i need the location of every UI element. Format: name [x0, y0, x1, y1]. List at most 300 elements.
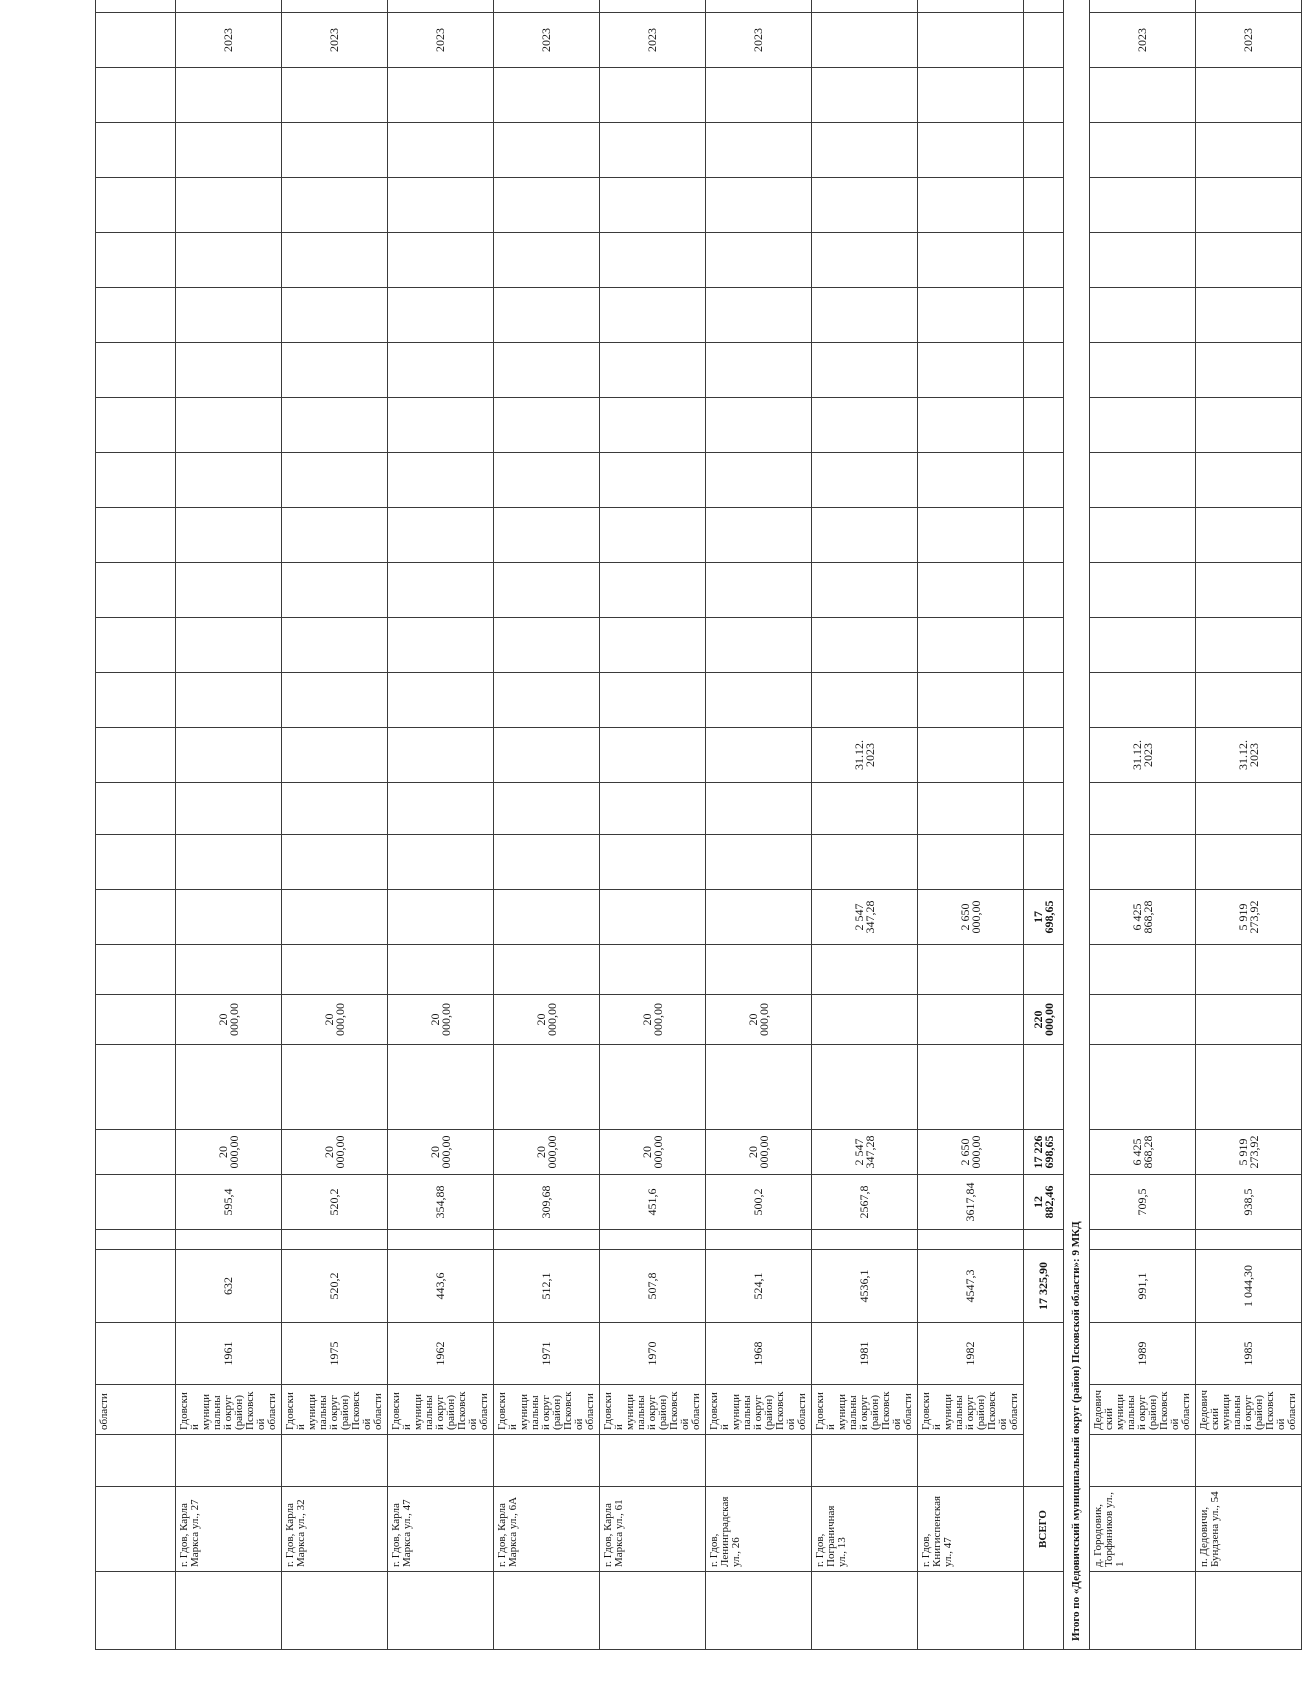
cell-blank	[706, 178, 812, 233]
cell-cost: 2 547 347,28	[812, 1130, 918, 1175]
cell-blank	[1090, 398, 1196, 453]
cell-deadline	[96, 728, 176, 783]
cell-year: 1985	[1196, 1323, 1302, 1385]
cell-blank	[706, 123, 812, 178]
cell-municipality-header-blank	[1196, 1572, 1302, 1650]
cell-blank	[96, 398, 176, 453]
cell-address: г. Гдов, Карла Маркса ул., 27	[176, 1487, 282, 1572]
cell-blank	[1090, 1045, 1196, 1130]
cell-cost: 20 000,00	[176, 1130, 282, 1175]
cell-blank	[600, 1435, 706, 1487]
cell-address	[96, 1487, 176, 1572]
cell-blank	[600, 673, 706, 728]
cell-municipality: Дедовичский муниципальны й округ (район) Псковской области	[1196, 1385, 1302, 1435]
cell-blank	[706, 288, 812, 343]
cell-blank	[1196, 618, 1302, 673]
cell-blank	[494, 68, 600, 123]
cell-blank	[918, 783, 1024, 835]
cell-blank	[388, 123, 494, 178]
cell-blank	[918, 835, 1024, 890]
cell-blank	[706, 1435, 812, 1487]
cell-blank	[388, 508, 494, 563]
cell-blank	[1024, 453, 1064, 508]
cell-blank	[706, 945, 812, 995]
cell-blank	[1090, 835, 1196, 890]
cell-living-area	[96, 1175, 176, 1230]
table-row	[494, 0, 600, 1650]
cell-blank	[282, 563, 388, 618]
cell-blank	[282, 288, 388, 343]
cell-blank	[1024, 288, 1064, 343]
cell-address: г. Гдов, Ленинградская ул., 26	[706, 1487, 812, 1572]
cell-blank	[176, 178, 282, 233]
cell-year-2	[176, 0, 282, 13]
cell-blank	[494, 508, 600, 563]
cell-year-2	[918, 0, 1024, 13]
cell-year: 1970	[600, 1323, 706, 1385]
cell-blank	[96, 673, 176, 728]
cell-blank	[812, 123, 918, 178]
cell-blank	[282, 945, 388, 995]
cell-deadline	[706, 728, 812, 783]
cell-blank	[918, 563, 1024, 618]
cell-blank	[388, 835, 494, 890]
cell-blank	[96, 68, 176, 123]
cell-municipality: Гдовский муниципальны й округ (район) Псковской области	[812, 1385, 918, 1435]
cell-blank	[494, 618, 600, 673]
cell-area	[96, 1250, 176, 1323]
table-row	[282, 0, 388, 1650]
cell-cost: 20 000,00	[388, 1130, 494, 1175]
cell-blank	[388, 398, 494, 453]
cell-blank	[812, 835, 918, 890]
cell-deadline: 31.12. 2023	[1196, 728, 1302, 783]
cell-year-1: 2023	[1090, 13, 1196, 68]
cell-source-2	[96, 890, 176, 945]
cell-blank	[96, 835, 176, 890]
cell-address: г. Гдов, Пограничная ул., 13	[812, 1487, 918, 1572]
cell-source-1: 20 000,00	[494, 995, 600, 1045]
subtotal-row	[1064, 0, 1090, 1650]
cell-blank	[918, 233, 1024, 288]
cell-blank	[388, 233, 494, 288]
cell-blank	[494, 123, 600, 178]
cell-blank	[1090, 1435, 1196, 1487]
cell-year: 1962	[388, 1323, 494, 1385]
cell-gap	[176, 1230, 282, 1250]
cell-blank	[1090, 343, 1196, 398]
cell-blank	[282, 783, 388, 835]
cell-blank	[1196, 123, 1302, 178]
cell-cost: 20 000,00	[600, 1130, 706, 1175]
cell-living-area: 2567,8	[812, 1175, 918, 1230]
cell-source-1	[918, 995, 1024, 1045]
cell-source-1: 20 000,00	[176, 995, 282, 1045]
cell-blank	[600, 288, 706, 343]
cell-blank	[600, 123, 706, 178]
cell-blank	[282, 398, 388, 453]
cell-blank	[1024, 508, 1064, 563]
cell-blank	[1090, 618, 1196, 673]
cell-blank	[600, 508, 706, 563]
cell-blank	[1090, 178, 1196, 233]
cell-year-2	[388, 0, 494, 13]
repair-schedule-table	[95, 0, 1302, 1650]
cell-blank	[282, 835, 388, 890]
cell-deadline	[388, 728, 494, 783]
cell-blank	[1090, 945, 1196, 995]
cell-blank	[282, 178, 388, 233]
cell-blank	[1196, 508, 1302, 563]
cell-blank	[1090, 563, 1196, 618]
cell-municipality-header-blank	[918, 1572, 1024, 1650]
cell-blank	[706, 398, 812, 453]
cell-address: г. Гдов, Карла Маркса ул., 6А	[494, 1487, 600, 1572]
cell-blank	[494, 398, 600, 453]
cell-year-1	[918, 13, 1024, 68]
cell-area: 4536,1	[812, 1250, 918, 1323]
cell-blank	[1024, 13, 1064, 68]
cell-blank	[96, 618, 176, 673]
cell-year-1: 2023	[176, 13, 282, 68]
cell-source-1: 20 000,00	[600, 995, 706, 1045]
cell-blank	[494, 1435, 600, 1487]
cell-municipality: Гдовский муниципальны й округ (район) Псковской области	[706, 1385, 812, 1435]
cell-blank	[388, 68, 494, 123]
cell-blank	[176, 1045, 282, 1130]
cell-blank	[176, 398, 282, 453]
cell-municipality-header-blank	[494, 1572, 600, 1650]
cell-blank	[1024, 1045, 1064, 1130]
cell-blank	[1090, 453, 1196, 508]
cell-municipality-header-blank	[812, 1572, 918, 1650]
cell-address: г. Гдов, Карла Маркса ул., 32	[282, 1487, 388, 1572]
cell-deadline	[918, 728, 1024, 783]
total-source-2: 17 698,65	[1024, 890, 1064, 945]
cell-blank	[282, 343, 388, 398]
cell-source-1: 20 000,00	[706, 995, 812, 1045]
cell-blank	[1090, 673, 1196, 728]
cell-blank	[388, 673, 494, 728]
cell-blank	[1024, 728, 1064, 783]
cell-area: 507,8	[600, 1250, 706, 1323]
cell-blank	[494, 178, 600, 233]
cell-blank	[1090, 783, 1196, 835]
cell-blank	[176, 508, 282, 563]
cell-blank	[176, 233, 282, 288]
rotated-document-sheet	[95, 13, 1298, 1650]
cell-blank	[176, 618, 282, 673]
cell-gap	[1090, 1230, 1196, 1250]
cell-blank	[1024, 1323, 1064, 1487]
cell-blank	[918, 1045, 1024, 1130]
cell-blank	[96, 343, 176, 398]
cell-living-area: 938,5	[1196, 1175, 1302, 1230]
cell-area: 4547,3	[918, 1250, 1024, 1323]
cell-blank	[918, 123, 1024, 178]
cell-blank	[96, 233, 176, 288]
cell-source-1	[96, 995, 176, 1045]
cell-blank	[812, 288, 918, 343]
cell-municipality-header-blank	[1090, 1572, 1196, 1650]
cell-blank	[282, 68, 388, 123]
cell-source-2	[706, 890, 812, 945]
cell-blank	[176, 453, 282, 508]
cell-blank	[1024, 945, 1064, 995]
cell-blank	[494, 783, 600, 835]
total-label: ВСЕГО	[1024, 1487, 1064, 1572]
cell-blank	[600, 178, 706, 233]
cell-blank	[1024, 618, 1064, 673]
cell-municipality: Дедовичский муниципальны й округ (район) Псковской области	[1090, 1385, 1196, 1435]
cell-blank	[812, 233, 918, 288]
cell-blank	[812, 68, 918, 123]
cell-blank	[96, 1045, 176, 1130]
cell-living-area: 451,6	[600, 1175, 706, 1230]
cell-blank	[1024, 563, 1064, 618]
cell-cost: 20 000,00	[282, 1130, 388, 1175]
cell-blank	[600, 835, 706, 890]
cell-blank	[494, 453, 600, 508]
cell-gap	[388, 1230, 494, 1250]
cell-year-1: 2023	[282, 13, 388, 68]
cell-address: г. Гдов, Карла Маркса ул., 47	[388, 1487, 494, 1572]
cell-address: д. Городовик, Торфяников ул., 1	[1090, 1487, 1196, 1572]
cell-blank	[388, 783, 494, 835]
cell-gap	[494, 1230, 600, 1250]
cell-blank	[1196, 673, 1302, 728]
cell-gap	[812, 1230, 918, 1250]
cell-municipality: области	[96, 1385, 176, 1435]
cell-gap	[706, 1230, 812, 1250]
cell-year: 1989	[1090, 1323, 1196, 1385]
cell-blank	[176, 673, 282, 728]
cell-living-area: 3617,84	[918, 1175, 1024, 1230]
cell-blank	[1024, 343, 1064, 398]
cell-blank	[388, 343, 494, 398]
cell-gap	[1196, 1230, 1302, 1250]
cell-blank	[706, 508, 812, 563]
cell-blank	[812, 783, 918, 835]
cell-source-2: 6 425 868,28	[1090, 890, 1196, 945]
cell-blank	[918, 343, 1024, 398]
cell-blank	[388, 563, 494, 618]
cell-blank	[96, 453, 176, 508]
cell-blank	[494, 563, 600, 618]
cell-blank	[600, 618, 706, 673]
cell-source-1	[1196, 995, 1302, 1045]
cell-municipality: Гдовский муниципальны й округ (район) Псковской области	[176, 1385, 282, 1435]
cell-blank	[1024, 233, 1064, 288]
cell-blank	[706, 233, 812, 288]
cell-blank	[706, 1045, 812, 1130]
cell-blank	[918, 453, 1024, 508]
cell-blank	[176, 835, 282, 890]
cell-address: г. Гдов, Карла Маркса ул., 61	[600, 1487, 706, 1572]
cell-municipality-header-blank	[282, 1572, 388, 1650]
cell-blank	[388, 1045, 494, 1130]
cell-blank	[282, 123, 388, 178]
cell-blank	[1196, 288, 1302, 343]
table-row	[388, 0, 494, 1650]
cell-year-1: 2023	[1196, 13, 1302, 68]
cell-source-2	[494, 890, 600, 945]
cell-year-1	[96, 13, 176, 68]
cell-year-2	[96, 0, 176, 13]
cell-blank	[600, 1045, 706, 1130]
total-source-1: 220 000,00	[1024, 995, 1064, 1045]
cell-blank	[1196, 233, 1302, 288]
cell-blank	[176, 343, 282, 398]
cell-year-1: 2023	[494, 13, 600, 68]
cell-blank	[176, 945, 282, 995]
cell-area: 632	[176, 1250, 282, 1323]
cell-blank	[282, 233, 388, 288]
cell-deadline	[282, 728, 388, 783]
cell-blank	[812, 945, 918, 995]
cell-blank	[706, 783, 812, 835]
cell-blank	[96, 1435, 176, 1487]
total-row	[1024, 0, 1064, 1650]
cell-blank	[96, 288, 176, 343]
cell-blank	[1090, 233, 1196, 288]
cell-blank	[1024, 0, 1064, 13]
cell-blank	[494, 343, 600, 398]
cell-blank	[1024, 123, 1064, 178]
cell-year: 1981	[812, 1323, 918, 1385]
cell-blank	[918, 68, 1024, 123]
total-living-area: 12 882,46	[1024, 1175, 1064, 1230]
cell-blank	[918, 1435, 1024, 1487]
cell-blank	[96, 123, 176, 178]
cell-blank	[918, 288, 1024, 343]
cell-deadline	[494, 728, 600, 783]
cell-blank	[812, 563, 918, 618]
cell-year	[96, 1323, 176, 1385]
cell-blank	[96, 563, 176, 618]
cell-blank	[282, 673, 388, 728]
cell-area: 443,6	[388, 1250, 494, 1323]
cell-blank	[1024, 178, 1064, 233]
cell-blank	[494, 233, 600, 288]
cell-blank	[1196, 453, 1302, 508]
cell-blank	[494, 835, 600, 890]
cell-gap	[96, 1230, 176, 1250]
cell-blank	[282, 508, 388, 563]
cell-blank	[600, 233, 706, 288]
cell-blank	[388, 453, 494, 508]
cell-blank	[1090, 508, 1196, 563]
cell-blank	[388, 178, 494, 233]
cell-blank	[1196, 1045, 1302, 1130]
cell-source-2: 2 547 347,28	[812, 890, 918, 945]
cell-blank	[282, 618, 388, 673]
cell-blank	[176, 68, 282, 123]
cell-blank	[812, 398, 918, 453]
cell-blank	[1024, 673, 1064, 728]
cell-deadline: 31.12. 2023	[1090, 728, 1196, 783]
cell-address: п. Дедовичи, Бундзена ул., 54	[1196, 1487, 1302, 1572]
cell-source-1: 20 000,00	[282, 995, 388, 1045]
cell-blank	[282, 453, 388, 508]
cell-area: 524,1	[706, 1250, 812, 1323]
cell-blank	[1024, 783, 1064, 835]
cell-municipality-header-blank	[176, 1572, 282, 1650]
cell-year: 1968	[706, 1323, 812, 1385]
cell-blank	[1024, 1572, 1064, 1650]
cell-blank	[600, 398, 706, 453]
cell-municipality: Гдовский муниципальны й округ (район) Псковской области	[388, 1385, 494, 1435]
cell-blank	[812, 1045, 918, 1130]
cell-blank	[1196, 178, 1302, 233]
cell-blank	[918, 508, 1024, 563]
cell-blank	[706, 673, 812, 728]
cell-blank	[600, 563, 706, 618]
cell-year-2	[494, 0, 600, 13]
cell-blank	[1196, 945, 1302, 995]
cell-blank	[96, 508, 176, 563]
cell-blank	[96, 945, 176, 995]
total-cost: 17 226 698,65	[1024, 1130, 1064, 1175]
cell-blank	[176, 783, 282, 835]
cell-blank	[176, 1435, 282, 1487]
cell-source-1	[1090, 995, 1196, 1045]
cell-year-2	[1090, 0, 1196, 13]
cell-blank	[282, 1435, 388, 1487]
cell-blank	[282, 1045, 388, 1130]
cell-area: 520,2	[282, 1250, 388, 1323]
cell-year-2	[282, 0, 388, 13]
cell-living-area: 354,88	[388, 1175, 494, 1230]
cell-year-1: 2023	[706, 13, 812, 68]
cell-cost: 20 000,00	[494, 1130, 600, 1175]
cell-municipality-header-blank	[96, 1572, 176, 1650]
cell-blank	[176, 123, 282, 178]
cell-cost: 6 425 868,28	[1090, 1130, 1196, 1175]
cell-municipality: Гдовский муниципальны й округ (район) Псковской области	[282, 1385, 388, 1435]
cell-deadline	[176, 728, 282, 783]
cell-blank	[600, 68, 706, 123]
cell-area: 512,1	[494, 1250, 600, 1323]
cell-blank	[494, 945, 600, 995]
cell-blank	[812, 673, 918, 728]
cell-gap	[918, 1230, 1024, 1250]
cell-year-1: 2023	[600, 13, 706, 68]
cell-blank	[1024, 398, 1064, 453]
cell-source-1: 20 000,00	[388, 995, 494, 1045]
cell-blank	[812, 508, 918, 563]
cell-blank	[1090, 123, 1196, 178]
cell-year-1: 2023	[388, 13, 494, 68]
cell-blank	[388, 1435, 494, 1487]
cell-blank	[1196, 563, 1302, 618]
table-row	[1090, 0, 1196, 1650]
cell-blank	[1196, 398, 1302, 453]
cell-address: г. Гдов, Книгиспенская ул., 47	[918, 1487, 1024, 1572]
cell-year-2	[1196, 0, 1302, 13]
cell-blank	[812, 618, 918, 673]
cell-blank	[918, 178, 1024, 233]
cell-municipality-header-blank	[706, 1572, 812, 1650]
cell-blank	[388, 288, 494, 343]
cell-blank	[176, 288, 282, 343]
cell-blank	[1196, 68, 1302, 123]
cell-blank	[1090, 68, 1196, 123]
cell-blank	[176, 563, 282, 618]
cell-blank	[600, 783, 706, 835]
total-area: 17 325,90	[1024, 1250, 1064, 1323]
cell-blank	[388, 945, 494, 995]
